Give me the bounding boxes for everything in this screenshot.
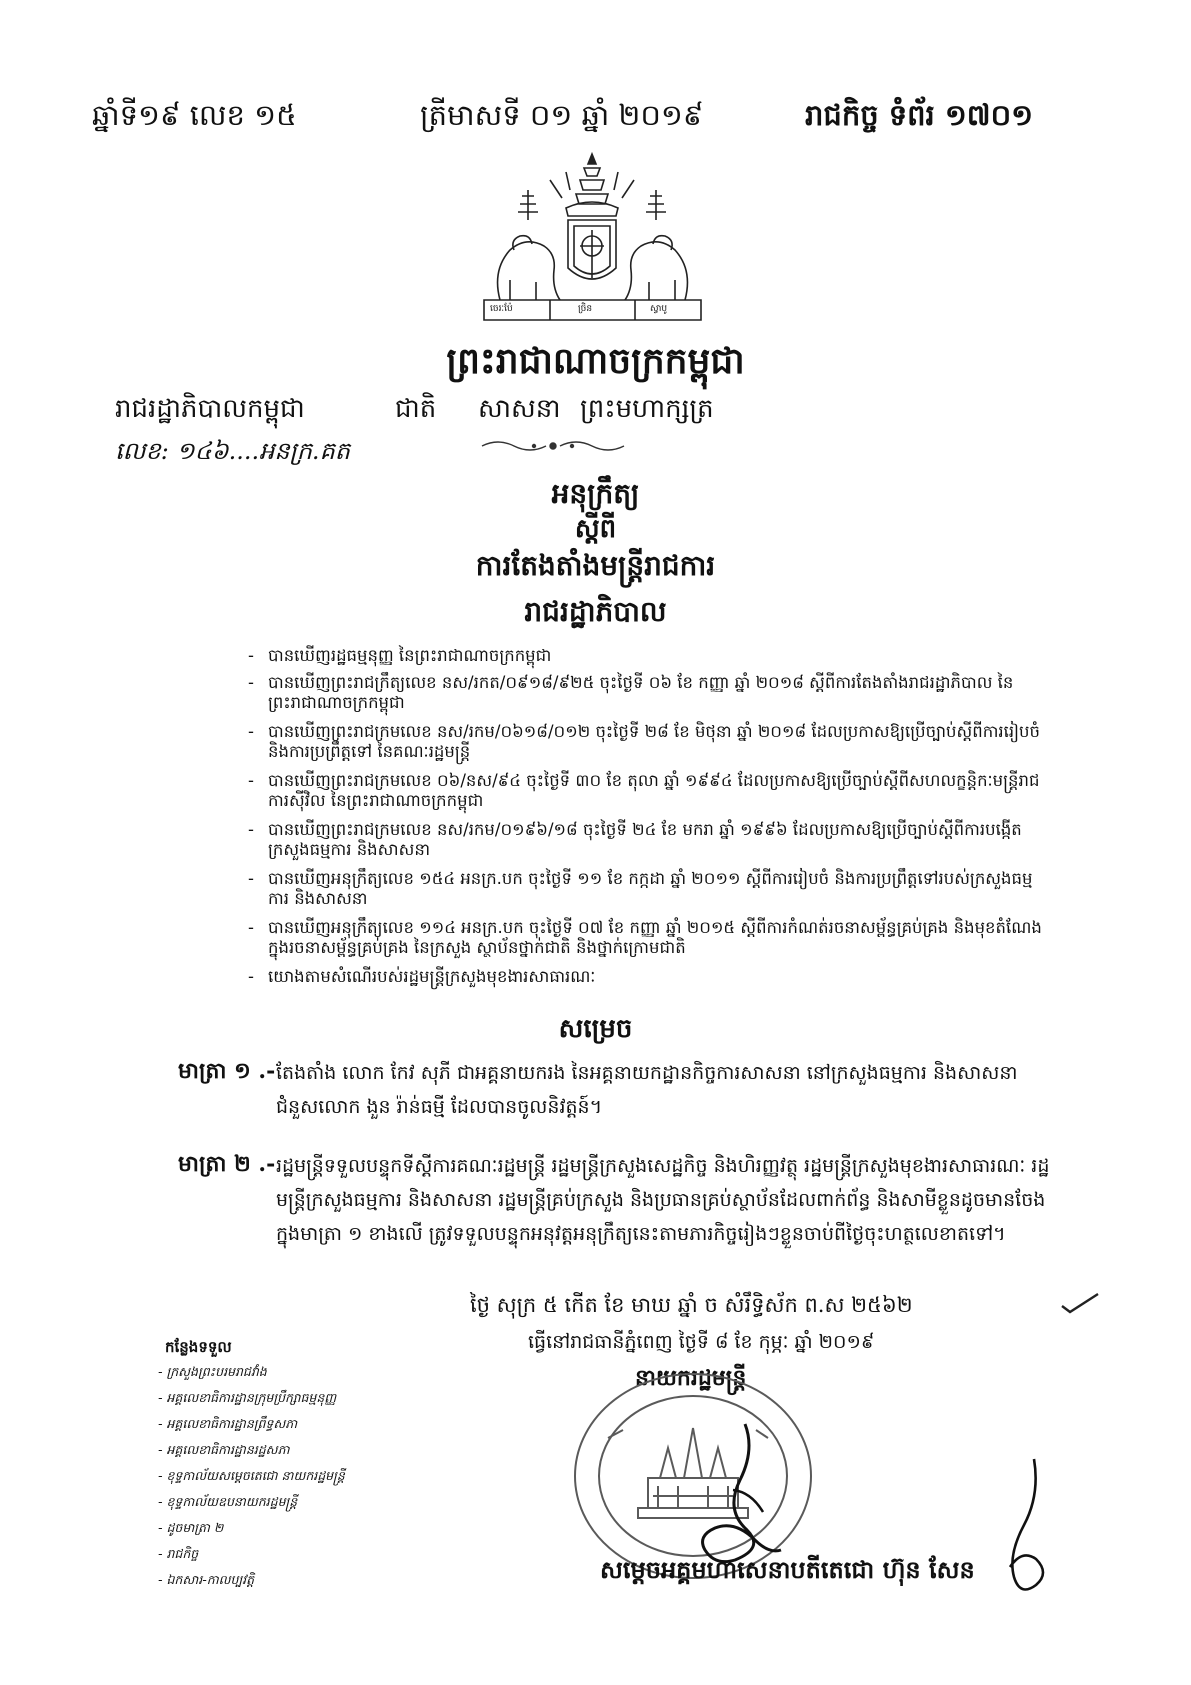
article-2-text: រដ្ឋមន្ត្រីទទួលបន្ទុកទីស្តីការគណៈរដ្ឋមន្ត្រី រដ្ឋមន្ត្រីក្រសួងសេដ្ឋកិច្ច និងហិរញ្ញវត្ថុ រដ្ឋមន្ត្រីក្រសួងមុខងារសាធារណៈ រដ្ឋមន្ត្រីក្រសួងធម្មការ និងសាសនា រដ្ឋមន្ត្រីគ្រប់ក្រសួង និងប្រធានគ្រប់ស្ថាប័នដែលពាក់ព័ន្ធ និងសាមីខ្លួនដូចមានចែងក្នុងមាត្រា ១ ខាងលើ ត្រូវទទួលបន្ទុកអនុវត្តអនុក្រឹត្យនេះតាមភារកិច្ចរៀងៗខ្លួនចាប់ពីថ្ងៃចុះហត្ថលេខាតទៅ។: [276, 1155, 1050, 1245]
recipient-item: - អគ្គលេខាធិការដ្ឋានព្រឹទ្ធសភា: [158, 1416, 298, 1431]
preliminary-item: - បានឃើញអនុក្រឹត្យលេខ ១១៤ អនក្រ.បក ចុះថ្ងៃទី ០៧ ខែ កញ្ញា ឆ្នាំ ២០១៥ ស្តីពីការកំណត់រចនាសម្ព័ន្ធគ្រប់គ្រង និងមុខតំណែងក្នុងរចនាសម្ព័ន្ធគ្រប់គ្រង នៃក្រសួង ស្ថាប័នថ្នាក់ជាតិ និងថ្នាក់ក្រោមជាតិ: [248, 918, 1042, 957]
preliminary-item: - បានឃើញព្រះរាជក្រមលេខ នស/រកម/០១៩៦/១៨ ចុះថ្ងៃទី ២៤ ខែ មករា ឆ្នាំ ១៩៩៦ ដែលប្រកាសឱ្យប្រើច្បាប់ស្តីពីការបង្កើតក្រសួងធម្មការ និងសាសនា: [248, 820, 1022, 859]
recipient-item: - អគ្គលេខាធិការដ្ឋានរដ្ឋសភា: [158, 1442, 290, 1457]
preliminary-item: - យោងតាមសំណើរបស់រដ្ឋមន្ត្រីក្រសួងមុខងារសាធារណៈ: [248, 967, 596, 986]
decision-heading: សម្រេច: [558, 1014, 633, 1044]
recipient-item: - ក្រសួងព្រះបរមរាជវាំង: [158, 1364, 267, 1379]
emblem-banner-right: ស្វាបូ: [650, 304, 668, 314]
motto-king: ព្រះមហាក្សត្រ: [580, 394, 714, 424]
reference-number: លេខ: ១៤៦....អនក្រ.គត: [115, 437, 351, 465]
royal-emblem-icon: [470, 150, 715, 325]
emblem-banner-left: ចេរៈប៉ែ: [490, 304, 513, 314]
doc-subject-title: ការតែងតាំងមន្ត្រីរាជការ: [475, 549, 716, 582]
signature-icon: [685, 1420, 795, 1570]
preliminary-item: - បានឃើញរដ្ឋធម្មនុញ្ញ នៃព្រះរាជាណាចក្រកម្ពុជា: [248, 646, 552, 665]
article-1-label: មាត្រា ១ .-: [178, 1058, 276, 1084]
motto-religion: សាសនា: [478, 394, 561, 424]
article-1-text: តែងតាំង លោក កែវ សុភី ជាអគ្គនាយករង នៃអគ្គនាយកដ្ឋានកិច្ចការសាសនា នៅក្រសួងធម្មការ និងសាសនា ជំនួសលោក ងួន រ៉ាន់ធម្មី ដែលបានចូលនិវត្តន៍។: [276, 1062, 1018, 1118]
preliminary-item: - បានឃើញព្រះរាជក្រឹត្យលេខ នស/រកត/០៩១៨/៩២៥ ចុះថ្ងៃទី ០៦ ខែ កញ្ញា ឆ្នាំ ២០១៨ ស្តីពីការតែងតាំងរាជរដ្ឋាភិបាល នៃព្រះរាជាណាចក្រកម្ពុជា: [248, 673, 1014, 712]
prime-minister-title: នាយករដ្ឋមន្ត្រី: [635, 1365, 747, 1391]
preliminary-item: - បានឃើញព្រះរាជក្រមលេខ ០៦/នស/៩៤ ចុះថ្ងៃទី ៣០ ខែ តុលា ឆ្នាំ ១៩៩៤ ដែលប្រកាសឱ្យប្រើច្បាប់ស្តីពីសហលក្ខន្តិកៈមន្ត្រីរាជការស៊ីវិល នៃព្រះរាជាណាចក្រកម្ពុជា: [248, 771, 1040, 810]
preliminary-item: - បានឃើញអនុក្រឹត្យលេខ ១៥៤ អនក្រ.បក ចុះថ្ងៃទី ១១ ខែ កក្កដា ឆ្នាំ ២០១១ ស្តីពីការរៀបចំ និងការប្រព្រឹត្តទៅរបស់ក្រសួងធម្មការ និងសាសនា: [248, 869, 1033, 908]
kingdom-name: ព្រះរាជាណាចក្រកម្ពុជា: [446, 340, 745, 382]
recipient-item: - ឯកសារ-កាលប្បវត្តិ: [158, 1572, 255, 1587]
article-2-label: មាត្រា ២ .-: [178, 1151, 276, 1177]
recipient-item: - ខុទ្ទកាល័យសម្តេចតេជោ នាយករដ្ឋមន្ត្រី: [158, 1468, 345, 1483]
place-date: ធ្វើនៅរាជធានីភ្នំពេញ ថ្ងៃទី ៨ ខែ កុម្ភៈ ឆ្នាំ ២០១៩: [528, 1331, 875, 1353]
doc-about-title: ស្តីពី: [574, 514, 617, 544]
preliminary-item: - បានឃើញព្រះរាជក្រមលេខ នស/រកម/០៦១៨/០១២ ចុះថ្ងៃទី ២៨ ខែ មិថុនា ឆ្នាំ ២០១៨ ដែលប្រកាសឱ្យប្រើច្បាប់ស្តីពីការរៀបចំ និងការប្រព្រឹត្តទៅ នៃគណៈរដ្ឋមន្ត្រី: [248, 722, 1040, 761]
recipient-item: - រាជកិច្ច: [158, 1546, 199, 1561]
recipients-title: កន្លែងទទួល: [165, 1338, 232, 1356]
doc-authority-title: រាជរដ្ឋាភិបាល: [524, 595, 667, 628]
recipient-item: - ខុទ្ទកាល័យឧបនាយករដ្ឋមន្ត្រី: [158, 1494, 298, 1509]
recipient-item: - អគ្គលេខាធិការដ្ឋានក្រុមប្រឹក្សាធម្មនុញ្ញ: [158, 1390, 337, 1405]
issuer-name: រាជរដ្ឋាភិបាលកម្ពុជា: [115, 394, 305, 424]
ornament-divider-icon: [478, 438, 628, 454]
check-mark-icon: [1060, 1290, 1100, 1314]
initials-icon: [990, 1455, 1060, 1605]
gazette-year-issue: ឆ្នាំទី១៩ លេខ ១៥: [92, 98, 297, 132]
signer-name: សម្តេចអគ្គមហាសេនាបតីតេជោ ហ៊ុន សែន: [600, 1555, 975, 1584]
doc-type-title: អនុក្រឹត្យ: [551, 477, 640, 510]
recipient-item: - ដូចមាត្រា ២: [158, 1520, 224, 1535]
gazette-date: ត្រីមាសទី ០១ ឆ្នាំ ២០១៩: [420, 98, 704, 132]
gazette-page: រាជកិច្ច ទំព័រ ១៧០១: [805, 98, 1034, 132]
lunar-date: ថ្ងៃ សុក្រ ៥ កើត ខែ មាឃ ឆ្នាំ ច សំរឹទ្ធិស័ក ព.ស ២៥៦២: [470, 1293, 913, 1317]
motto-nation: ជាតិ: [395, 394, 437, 424]
emblem-banner-middle: ច្រិន: [578, 304, 593, 314]
